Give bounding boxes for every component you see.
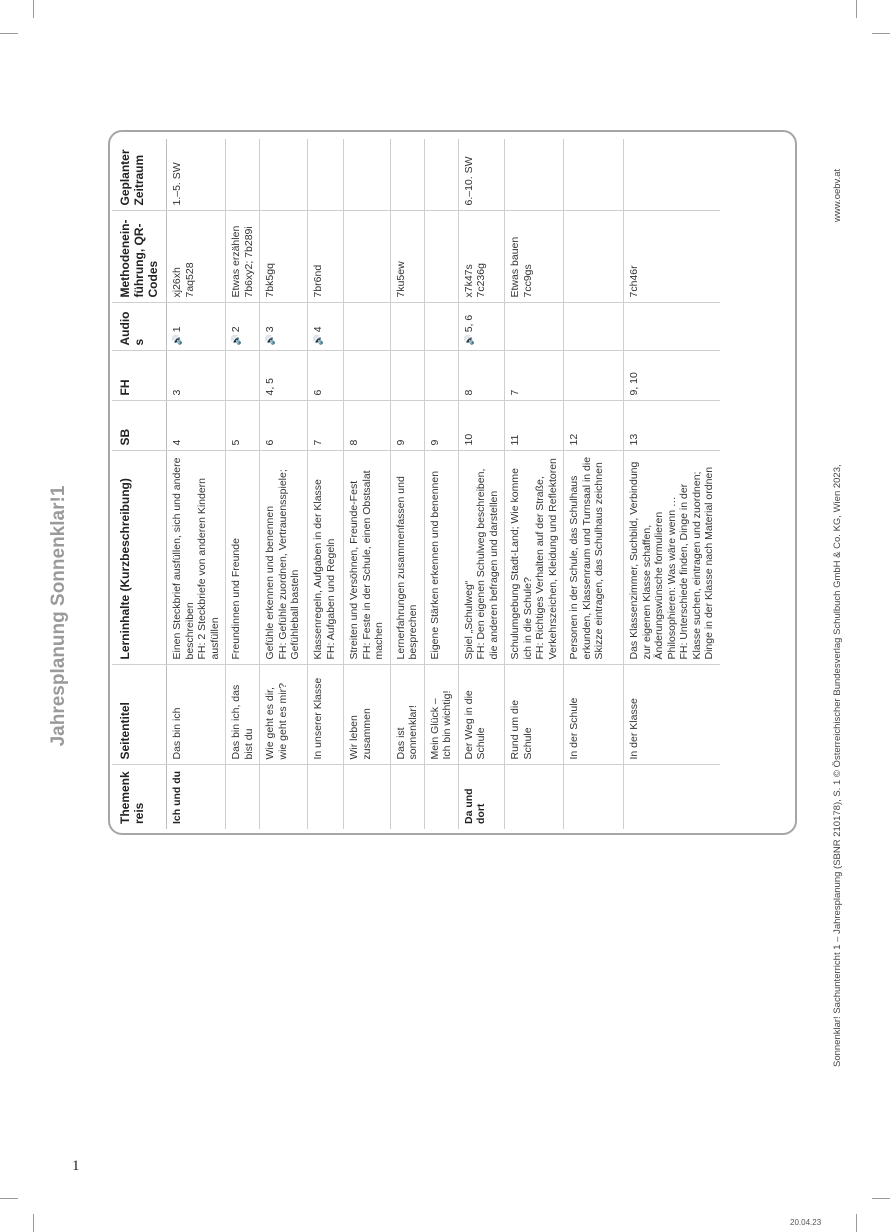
cell-text: Einen Steckbrief ausfüllen, sich und andere beschreiben FH: 2 Steckbriefe von anderen Kindern ausfüllen (171, 457, 221, 660)
table-row (344, 139, 391, 829)
cell-themenkreis (624, 765, 720, 829)
cell-zeitraum (458, 139, 505, 211)
cell-themenkreis (458, 765, 505, 829)
table-row (226, 139, 260, 829)
cell-text: 7bk5gq (264, 263, 276, 298)
cell-zeitraum (424, 139, 458, 211)
cell-text: Personen in der Schule, das Schulhaus erkunden, Klassenraum und Turnsaal in die Skizze eintragen, das Schulhaus zeichnen (568, 456, 605, 660)
cell-sb (390, 401, 424, 451)
cell-methoden (458, 211, 505, 303)
speaker-icon: 🔊 (231, 334, 241, 346)
table-row (260, 139, 308, 829)
cell-themenkreis (344, 765, 391, 829)
table-row (505, 139, 564, 829)
cell-text: 3 (171, 389, 183, 396)
cell-text: 3 (264, 326, 276, 333)
cell-lerninhalte (308, 451, 344, 665)
cell-fh (624, 351, 720, 401)
cell-themenkreis (424, 765, 458, 829)
header-methoden: Methodenein-führung, QR-Codes (112, 211, 167, 303)
cell-text: Das bin ich (171, 707, 183, 760)
cell-methoden (505, 211, 564, 303)
cell-themenkreis (390, 765, 424, 829)
cell-audios (564, 303, 624, 351)
speaker-icon: 🔊 (265, 334, 275, 346)
cell-methoden (308, 211, 344, 303)
cell-sb (458, 401, 505, 451)
cell-fh (390, 351, 424, 401)
cell-audios (167, 303, 226, 351)
cell-text: 6 (264, 439, 276, 446)
cell-audios (260, 303, 308, 351)
header-zeitraum: Geplanter Zeitraum (112, 139, 167, 211)
cell-fh (260, 351, 308, 401)
cell-themenkreis (226, 765, 260, 829)
cell-text: In unserer Klasse (312, 677, 324, 760)
cell-text: 7 (312, 439, 324, 446)
cell-seitentitel (390, 665, 424, 765)
cell-fh (564, 351, 624, 401)
table-header-row (112, 139, 167, 829)
cell-audios (308, 303, 344, 351)
table-row (308, 139, 344, 829)
cell-methoden (226, 211, 260, 303)
cell-seitentitel (424, 665, 458, 765)
cell-methoden (424, 211, 458, 303)
cell-lerninhalte (226, 451, 260, 665)
cell-fh (226, 351, 260, 401)
table-row (167, 139, 226, 829)
cell-themenkreis (505, 765, 564, 829)
page-number: 1 (72, 1158, 80, 1174)
cell-methoden (167, 211, 226, 303)
cell-sb (260, 401, 308, 451)
cell-text: Der Weg in die Schule (462, 690, 487, 760)
header-sb: SB (112, 401, 167, 451)
cell-seitentitel (260, 665, 308, 765)
cell-text: 4 (171, 439, 183, 446)
cell-text: Freundinnen und Freunde (230, 538, 242, 660)
cell-themenkreis (308, 765, 344, 829)
cell-text: 4, 5 (264, 377, 276, 396)
cell-text: 7br6nd (312, 264, 324, 298)
cell-lerninhalte (564, 451, 624, 665)
cell-text: 2 (230, 326, 242, 333)
cell-text: In der Schule (568, 697, 580, 760)
cell-text: Das ist sonnenklar! (394, 705, 419, 760)
cell-text: 1.–5. SW (171, 162, 183, 206)
cell-sb (624, 401, 720, 451)
cell-audios (624, 303, 720, 351)
cell-zeitraum (226, 139, 260, 211)
cell-lerninhalte (424, 451, 458, 665)
cell-seitentitel (624, 665, 720, 765)
cell-text: 6.–10. SW (462, 156, 475, 206)
cell-themenkreis (260, 765, 308, 829)
cell-lerninhalte (167, 451, 226, 665)
cell-text: 10 (462, 433, 475, 446)
cell-lerninhalte (260, 451, 308, 665)
cell-text: Spiel „Schulweg“ FH: Den eigenen Schulweg beschreiben, die anderen befragen und darstellen (462, 468, 500, 660)
cell-text: Rund um die Schule (509, 699, 534, 760)
header-themenkreis: Themenkreis (118, 771, 146, 824)
cell-audios (424, 303, 458, 351)
cell-text: 9, 10 (628, 372, 640, 396)
cell-text: 6 (312, 389, 324, 396)
cell-seitentitel (167, 665, 226, 765)
table-row (424, 139, 458, 829)
header-seitentitel: Seitentitel (112, 665, 167, 765)
cell-sb (167, 401, 226, 451)
cell-methoden (624, 211, 720, 303)
cell-text: 8 (462, 389, 475, 396)
cell-fh (505, 351, 564, 401)
cell-text: 11 (509, 434, 521, 446)
cell-seitentitel (458, 665, 505, 765)
header-fh: FH (112, 351, 167, 401)
cell-text: Schulumgebung Stadt-Land; Wie komme ich in die Schule? FH: Richtiges Verhalten auf der Straße, Verkehrszeichen, Kleidung und Reflektoren (509, 458, 559, 660)
table-row (624, 139, 720, 829)
cell-zeitraum (564, 139, 624, 211)
cell-lerninhalte (390, 451, 424, 665)
cell-seitentitel (564, 665, 624, 765)
cell-zeitraum (167, 139, 226, 211)
cell-audios (390, 303, 424, 351)
cell-text: Mein Glück – Ich bin wichtig! (428, 690, 453, 760)
cell-text: 12 (568, 433, 580, 446)
cell-zeitraum (624, 139, 720, 211)
cell-sb (505, 401, 564, 451)
cell-audios (458, 303, 505, 351)
header-lerninhalte: Lerninhalte (Kurzbeschreibung) (112, 451, 167, 665)
cell-methoden (260, 211, 308, 303)
cell-seitentitel (505, 665, 564, 765)
cell-text: 8 (348, 439, 360, 446)
cell-text: Etwas bauen 7cc9gs (509, 236, 534, 298)
speaker-icon: 🔊 (463, 334, 474, 346)
speaker-icon: 🔊 (313, 334, 323, 346)
cell-zeitraum (390, 139, 424, 211)
cell-text: 7 (509, 389, 521, 396)
cell-text: 7ku5ew (394, 261, 407, 298)
cell-text: Streiten und Versöhnen, Freunde-Fest FH: Feste in der Schule, einen Obstsalat machen (348, 470, 385, 660)
cell-fh (344, 351, 391, 401)
cell-fh (458, 351, 505, 401)
cell-text: xj26xh 7aq528 (171, 262, 196, 298)
cell-text: Da und dort (462, 788, 487, 824)
cell-audios (226, 303, 260, 351)
cell-text: Lernerfahrungen zusammenfassen und besprechen (394, 476, 419, 660)
cell-text: Wie geht es dir, wie geht es mir? (264, 683, 289, 760)
cell-fh (308, 351, 344, 401)
table-body (167, 139, 720, 829)
cell-fh (424, 351, 458, 401)
cell-seitentitel (308, 665, 344, 765)
cell-themenkreis (167, 765, 226, 829)
cell-text: 5 (230, 439, 242, 446)
cell-text: Etwas erzählen 7b6xy2; 7b289i (230, 225, 255, 298)
cell-audios (344, 303, 391, 351)
cell-sb (344, 401, 391, 451)
cell-lerninhalte (344, 451, 391, 665)
header-audios: Audios (112, 303, 167, 351)
cell-text: x7k47s 7c236g (462, 263, 487, 298)
cell-methoden (390, 211, 424, 303)
cell-seitentitel (344, 665, 391, 765)
table-row (390, 139, 424, 829)
cell-text: 9 (394, 439, 407, 446)
cell-methoden (564, 211, 624, 303)
cell-text: 9 (428, 439, 441, 446)
cell-text: Ich und du (171, 770, 183, 824)
cell-text: 1 (171, 326, 183, 333)
cell-text: In der Klasse (628, 698, 640, 760)
cell-sb (226, 401, 260, 451)
cell-zeitraum (260, 139, 308, 211)
cell-text: 5, 6 (462, 314, 475, 333)
speaker-icon: 🔊 (172, 334, 182, 346)
cell-zeitraum (308, 139, 344, 211)
cell-lerninhalte (624, 451, 720, 665)
cell-text: Wir leben zusammen (348, 708, 373, 760)
cell-lerninhalte (505, 451, 564, 665)
cell-text: Gefühle erkennen und benennen FH: Gefühle zuordnen, Vertrauensspiele; Gefühleball basteln (264, 469, 301, 660)
page-title: Jahresplanung Sonnenklar!1 (48, 485, 69, 747)
cell-zeitraum (505, 139, 564, 211)
table-row (458, 139, 505, 829)
cell-themenkreis (564, 765, 624, 829)
cell-sb (564, 401, 624, 451)
footer-copyright: Sonnenklar! Sachunterricht 1 – Jahresplanung (SBNR 210178), S. 1 © Österreichischer Bundesverlag Schulbuch GmbH & Co. KG, Wien 2023, (832, 464, 843, 1067)
cell-text: Klassenregeln, Aufgaben in der Klasse FH: Aufgaben und Regeln (312, 479, 337, 660)
cell-text: Das Klassenzimmer, Suchbild, Verbindung zur eigenen Klasse schaffen, Änderungswünsche formulieren Philosophieren: Was wäre wenn … FH: Unterschiede finden, Dinge in der Klasse suchen, eintragen und zuordnen; Dinge in der Klasse nach Material ordnen (628, 461, 715, 660)
table-row (564, 139, 624, 829)
plan-table (112, 139, 720, 829)
footer-url: www.oebv.at (832, 168, 843, 222)
table-frame (108, 130, 797, 835)
cell-zeitraum (344, 139, 391, 211)
cell-lerninhalte (458, 451, 505, 665)
cell-text: 4 (312, 326, 324, 333)
cell-text: 7ch46r (628, 265, 640, 298)
cell-fh (167, 351, 226, 401)
cell-sb (424, 401, 458, 451)
cell-text: Eigene Stärken erkennen und benennen (428, 470, 441, 660)
cell-methoden (344, 211, 391, 303)
cell-text: Das bin ich, das bist du (230, 684, 255, 760)
cell-text: 13 (628, 433, 640, 446)
cell-audios (505, 303, 564, 351)
cell-seitentitel (226, 665, 260, 765)
date-stamp: 20.04.23 (790, 1218, 822, 1227)
cell-sb (308, 401, 344, 451)
